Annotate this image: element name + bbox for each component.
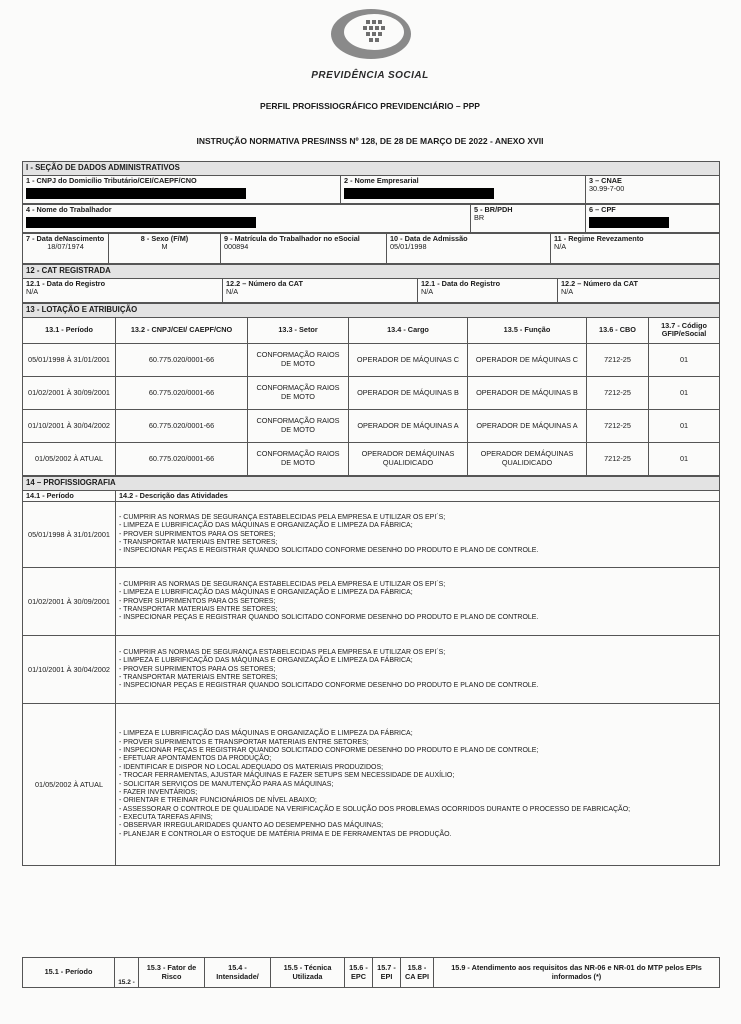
col-intensity: 15.4 - Intensidade/ bbox=[205, 958, 271, 988]
cell: 01 bbox=[649, 409, 720, 442]
cell: 7212-25 bbox=[587, 376, 649, 409]
col-type: 15.2 - bbox=[115, 958, 139, 988]
table-row bbox=[23, 636, 720, 704]
col-sector: 13.3 - Setor bbox=[248, 317, 349, 343]
previdencia-logo bbox=[330, 8, 412, 60]
redaction-bar bbox=[26, 188, 246, 199]
table-row bbox=[23, 568, 720, 636]
cell: CONFORMAÇÃO RAIOS DE MOTO bbox=[248, 376, 349, 409]
activity-item: - TROCAR FERRAMENTAS, AJUSTAR MÁQUINAS E FAZER SETUPS SEM NECESSIDADE DE AUXÍLIO; bbox=[119, 772, 455, 780]
cell: 01/02/2001 À 30/09/2001 bbox=[23, 376, 116, 409]
period-cell: 05/01/1998 À 31/01/2001 bbox=[23, 502, 116, 568]
birth-date-field: 7 - Data deNascimento 18/07/1974 bbox=[23, 233, 109, 263]
col-epi: 15.7 - EPI bbox=[373, 958, 401, 988]
activity-item: - PROVER SUPRIMENTOS PARA OS SETORES; bbox=[119, 665, 276, 673]
activity-item: - OBSERVAR IRREGULARIDADES QUANTO AO DESEMPENHO DAS MÁQUINAS; bbox=[119, 822, 384, 830]
cell: 60.775.020/0001-66 bbox=[116, 376, 248, 409]
activity-item: - CUMPRIR AS NORMAS DE SEGURANÇA ESTABELECIDAS PELA EMPRESA E UTILIZAR OS EPI´S; bbox=[119, 580, 446, 588]
col-position: 13.4 - Cargo bbox=[349, 317, 468, 343]
form-body bbox=[22, 161, 719, 866]
esocial-registration-field: 9 - Matrícula do Trabalhador no eSocial 000894 bbox=[221, 233, 387, 263]
cell: OPERADOR DE MÁQUINAS C bbox=[468, 343, 587, 376]
activity-list bbox=[119, 514, 716, 556]
activity-item: - CUMPRIR AS NORMAS DE SEGURANÇA ESTABELECIDAS PELA EMPRESA E UTILIZAR OS EPI´S; bbox=[119, 513, 446, 521]
cell: OPERADOR DE MÁQUINAS B bbox=[468, 376, 587, 409]
cell: CONFORMAÇÃO RAIOS DE MOTO bbox=[248, 343, 349, 376]
table-row bbox=[23, 442, 720, 475]
cell: 01 bbox=[649, 442, 720, 475]
col-period: 13.1 - Período bbox=[23, 317, 116, 343]
risk-section-header bbox=[22, 957, 719, 988]
redaction-bar bbox=[589, 217, 669, 228]
company-name-field: 2 - Nome Empresarial bbox=[341, 175, 586, 203]
activity-item: - TRANSPORTAR MATERIAIS ENTRE SETORES; bbox=[119, 673, 278, 681]
period-cell: 01/10/2001 À 30/04/2002 bbox=[23, 636, 116, 704]
activity-item: - TRANSPORTAR MATERIAIS ENTRE SETORES; bbox=[119, 538, 278, 546]
br-pdh-field: 5 - BR/PDH BR bbox=[471, 204, 586, 232]
col-technique: 15.5 - Técnica Utilizada bbox=[271, 958, 345, 988]
document-title: PERFIL PROFISSIOGRÁFICO PREVIDENCIÁRIO – PPP bbox=[260, 101, 480, 111]
cat-registration-date-2: 12.1 - Data do Registro N/A bbox=[418, 278, 558, 302]
admin-section bbox=[22, 161, 720, 204]
worker-name-field: 4 - Nome do Trabalhador bbox=[23, 204, 471, 232]
section-title: I - SEÇÃO DE DADOS ADMINISTRATIVOS bbox=[23, 162, 720, 176]
activity-item: - EXECUTA TAREFAS AFINS; bbox=[119, 814, 213, 822]
activity-item: - PROVER SUPRIMENTOS PARA OS SETORES; bbox=[119, 597, 276, 605]
table-row bbox=[23, 409, 720, 442]
cell: 01/10/2001 À 30/04/2002 bbox=[23, 409, 116, 442]
cat-registration-date: 12.1 - Data do Registro N/A bbox=[23, 278, 223, 302]
cell: CONFORMAÇÃO RAIOS DE MOTO bbox=[248, 442, 349, 475]
activity-item: - EFETUAR APONTAMENTOS DA PRODUÇÃO; bbox=[119, 755, 272, 763]
activity-item: - INSPECIONAR PEÇAS E REGISTRAR QUANDO SOLICITADO CONFORME DESENHO DO PRODUTO E PLANO DE CONTROLE. bbox=[119, 614, 539, 622]
cat-title: 12 - CAT REGISTRADA bbox=[23, 264, 720, 278]
brand-name: PREVIDÊNCIA SOCIAL bbox=[311, 70, 429, 81]
activity-item: - LIMPEZA E LUBRIFICAÇÃO DAS MÁQUINAS E ORGANIZAÇÃO E LIMPEZA DA FÁBRICA; bbox=[119, 522, 413, 530]
cell: 60.775.020/0001-66 bbox=[116, 343, 248, 376]
activity-item: - INSPECIONAR PEÇAS E REGISTRAR QUANDO SOLICITADO CONFORME DESENHO DO PRODUTO E PLANO DE CONTROLE. bbox=[119, 682, 539, 690]
cpf-field: 6 – CPF bbox=[586, 204, 720, 232]
cell: 01 bbox=[649, 376, 720, 409]
period-cell: 01/02/2001 À 30/09/2001 bbox=[23, 568, 116, 636]
table-row bbox=[23, 502, 720, 568]
activity-list bbox=[119, 649, 716, 691]
redaction-bar bbox=[344, 188, 494, 199]
worker-row bbox=[22, 204, 720, 233]
activities-cell bbox=[116, 704, 720, 866]
redaction-bar bbox=[26, 217, 256, 228]
activities-cell bbox=[116, 568, 720, 636]
col-epc: 15.6 - EPC bbox=[345, 958, 373, 988]
activity-item: - INSPECIONAR PEÇAS E REGISTRAR QUANDO SOLICITADO CONFORME DESENHO DO PRODUTO E PLANO DE CONTROLE. bbox=[119, 547, 539, 555]
cat-number-2: 12.2 – Número da CAT N/A bbox=[558, 278, 720, 302]
cell: OPERADOR DEMÁQUINAS QUALIDICADO bbox=[468, 442, 587, 475]
activity-list bbox=[119, 581, 716, 623]
cell: 60.775.020/0001-66 bbox=[116, 409, 248, 442]
cell: 60.775.020/0001-66 bbox=[116, 442, 248, 475]
cell: 7212-25 bbox=[587, 343, 649, 376]
activity-item: - LIMPEZA E LUBRIFICAÇÃO DAS MÁQUINAS E ORGANIZAÇÃO E LIMPEZA DA FÁBRICA; bbox=[119, 657, 413, 665]
col-risk-factor: 15.3 - Fator de Risco bbox=[139, 958, 205, 988]
col-cbo: 13.6 - CBO bbox=[587, 317, 649, 343]
cell: 05/01/1998 À 31/01/2001 bbox=[23, 343, 116, 376]
allocation-title: 13 - LOTAÇÃO E ATRIBUIÇÃO bbox=[23, 303, 720, 317]
col-gfip: 13.7 - Código GFIP/eSocial bbox=[649, 317, 720, 343]
activity-item: - ASSESSORAR O CONTROLE DE QUALIDADE NA VERIFICAÇÃO E SOLUÇÃO DOS PROBLEMAS OCORRIDOS DURANTE O PROCESSO DE FABRICAÇÃO; bbox=[119, 805, 631, 813]
col-activities: 14.2 - Descrição das Atividades bbox=[116, 490, 720, 501]
activity-item: - PROVER SUPRIMENTOS E TRANSPORTAR MATERIAIS ENTRE SETORES; bbox=[119, 738, 369, 746]
shift-regime-field: 11 - Regime Revezamento N/A bbox=[551, 233, 720, 263]
activities-cell bbox=[116, 502, 720, 568]
professiography-title: 14 – PROFISSIOGRAFIA bbox=[23, 476, 720, 490]
activity-item: - INSPECIONAR PEÇAS E REGISTRAR QUANDO SOLICITADO CONFORME DESENHO DO PRODUTO E PLANO DE CONTROLE; bbox=[119, 746, 539, 754]
activity-item: - PROVER SUPRIMENTOS PARA OS SETORES; bbox=[119, 530, 276, 538]
activities-cell bbox=[116, 636, 720, 704]
activity-item: - LIMPEZA E LUBRIFICAÇÃO DAS MÁQUINAS E ORGANIZAÇÃO E LIMPEZA DA FÁBRICA; bbox=[119, 589, 413, 597]
activity-list bbox=[119, 730, 716, 839]
col-ca-epi: 15.8 - CA EPI bbox=[401, 958, 434, 988]
cnae-field: 3 – CNAE 30.99-7-00 bbox=[586, 175, 720, 203]
activity-item: - SOLICITAR SERVIÇOS DE MANUTENÇÃO PARA AS MÁQUINAS; bbox=[119, 780, 334, 788]
professiography-section bbox=[22, 476, 720, 866]
col-nr-compliance: 15.9 - Atendimento aos requisitos das NR-06 e NR-01 do MTP pelos EPIs informados (*) bbox=[434, 958, 720, 988]
sex-field: 8 - Sexo (F/M) M bbox=[109, 233, 221, 263]
cell: OPERADOR DEMÁQUINAS QUALIDICADO bbox=[349, 442, 468, 475]
cell: OPERADOR DE MÁQUINAS C bbox=[349, 343, 468, 376]
table-row bbox=[23, 376, 720, 409]
col-period: 14.1 - Período bbox=[23, 490, 116, 501]
cell: 7212-25 bbox=[587, 409, 649, 442]
cell: CONFORMAÇÃO RAIOS DE MOTO bbox=[248, 409, 349, 442]
activity-item: - FAZER INVENTÁRIOS; bbox=[119, 788, 198, 796]
activity-item: - PLANEJAR E CONTROLAR O ESTOQUE DE MATÉRIA PRIMA E DE FERRAMENTAS DE PRODUÇÃO. bbox=[119, 830, 452, 838]
cat-section bbox=[22, 264, 720, 303]
cell: OPERADOR DE MÁQUINAS A bbox=[349, 409, 468, 442]
cell: OPERADOR DE MÁQUINAS B bbox=[349, 376, 468, 409]
cell: 01/05/2002 À ATUAL bbox=[23, 442, 116, 475]
table-row bbox=[23, 343, 720, 376]
col-function: 13.5 - Função bbox=[468, 317, 587, 343]
cnpj-field: 1 - CNPJ do Domicílio Tributário/CEI/CAEPF/CNO bbox=[23, 175, 341, 203]
table-row bbox=[23, 704, 720, 866]
cell: OPERADOR DE MÁQUINAS A bbox=[468, 409, 587, 442]
instruction-line: INSTRUÇÃO NORMATIVA PRES/INSS Nº 128, DE 28 DE MARÇO DE 2022 - ANEXO XVII bbox=[196, 136, 544, 146]
activity-item: - ORIENTAR E TREINAR FUNCIONÁRIOS DE NÍVEL ABAIXO; bbox=[119, 797, 317, 805]
activity-item: - CUMPRIR AS NORMAS DE SEGURANÇA ESTABELECIDAS PELA EMPRESA E UTILIZAR OS EPI´S; bbox=[119, 648, 446, 656]
activity-item: - TRANSPORTAR MATERIAIS ENTRE SETORES; bbox=[119, 605, 278, 613]
worker-details-row bbox=[22, 233, 720, 264]
col-period: 15.1 - Período bbox=[23, 958, 115, 988]
cell: 01 bbox=[649, 343, 720, 376]
cat-number: 12.2 – Número da CAT N/A bbox=[223, 278, 418, 302]
allocation-section bbox=[22, 303, 720, 476]
cell: 7212-25 bbox=[587, 442, 649, 475]
activity-item: - LIMPEZA E LUBRIFICAÇÃO DAS MÁQUINAS E ORGANIZAÇÃO E LIMPEZA DA FÁBRICA; bbox=[119, 730, 413, 738]
activity-item: - IDENTIFICAR E DISPOR NO LOCAL ADEQUADO OS MATERIAIS PRODUZIDOS; bbox=[119, 763, 384, 771]
col-cnpj: 13.2 - CNPJ/CEI/ CAEPF/CNO bbox=[116, 317, 248, 343]
admission-date-field: 10 - Data de Admissão 05/01/1998 bbox=[387, 233, 551, 263]
period-cell: 01/05/2002 À ATUAL bbox=[23, 704, 116, 866]
